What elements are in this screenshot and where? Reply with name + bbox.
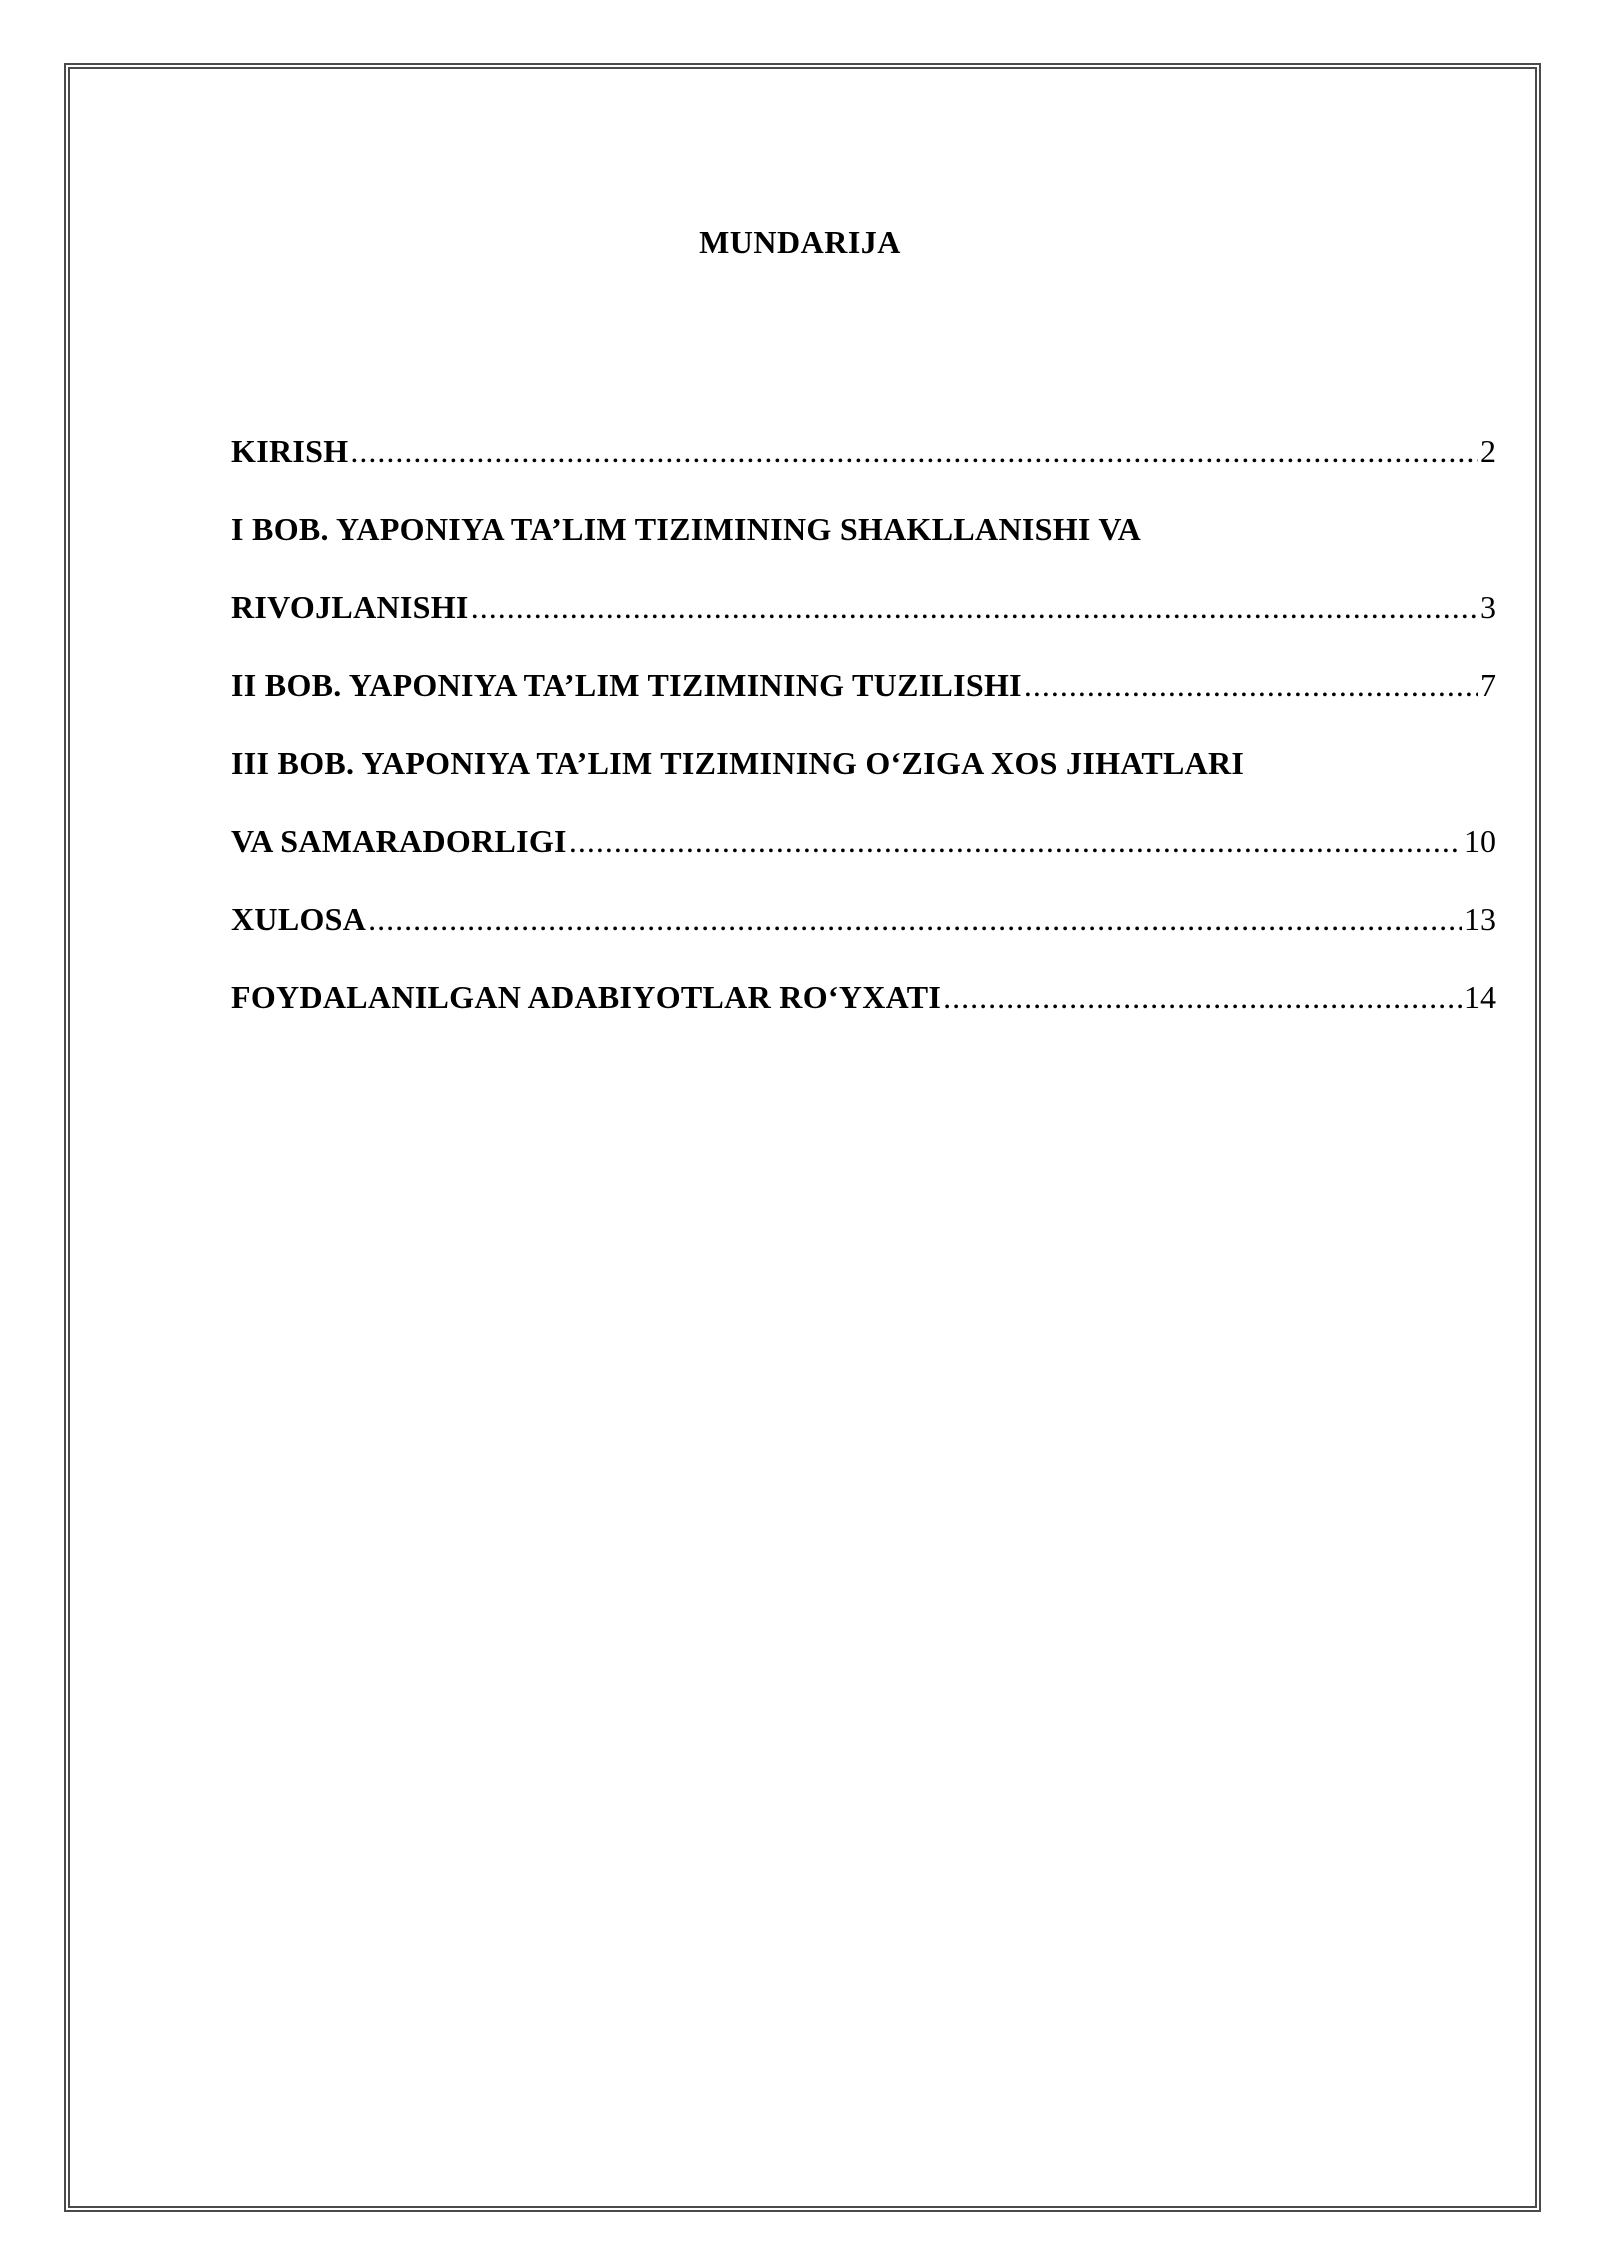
toc-page-number: 2 (1480, 433, 1496, 469)
toc-entry-chapter-2[interactable] (231, 646, 1496, 724)
toc-entry-xulosa[interactable] (231, 880, 1496, 958)
toc-entry-kirish[interactable] (231, 412, 1496, 490)
table-of-contents (231, 412, 1496, 1036)
toc-page-number: 13 (1464, 901, 1496, 937)
toc-dot-leader (569, 802, 1462, 880)
toc-page-number: 14 (1464, 979, 1496, 1015)
toc-dot-leader (350, 412, 1478, 490)
toc-entry-chapter-3[interactable] (231, 724, 1496, 880)
toc-entry-heading-continued: VA SAMARADORLIGI (231, 823, 567, 859)
toc-entry-heading: XULOSA (231, 901, 367, 937)
page-border-inner (68, 67, 1537, 2208)
toc-entry-chapter-1[interactable] (231, 490, 1496, 646)
toc-dot-leader (471, 568, 1478, 646)
toc-dot-leader (368, 880, 1462, 958)
toc-page-number: 3 (1480, 589, 1496, 625)
toc-page-number: 7 (1480, 667, 1496, 703)
toc-dot-leader (943, 958, 1462, 1036)
toc-entry-heading-continued: RIVOJLANISHI (231, 589, 469, 625)
toc-entry-heading: III BOB. YAPONIYA TA’LIM TIZIMINING O‘ZIGA XOS JIHATLARI (231, 745, 1245, 781)
toc-entry-references[interactable] (231, 958, 1496, 1036)
toc-entry-heading: I BOB. YAPONIYA TA’LIM TIZIMINING SHAKLLANISHI VA (231, 511, 1142, 547)
toc-entry-heading: FOYDALANILGAN ADABIYOTLAR RO‘YXATI (231, 979, 942, 1015)
page-title: MUNDARIJA (699, 224, 901, 260)
toc-page-number: 10 (1464, 823, 1496, 859)
toc-entry-heading: KIRISH (231, 433, 349, 469)
toc-entry-heading: II BOB. YAPONIYA TA’LIM TIZIMINING TUZILISHI (231, 667, 1022, 703)
toc-dot-leader (1024, 646, 1478, 724)
